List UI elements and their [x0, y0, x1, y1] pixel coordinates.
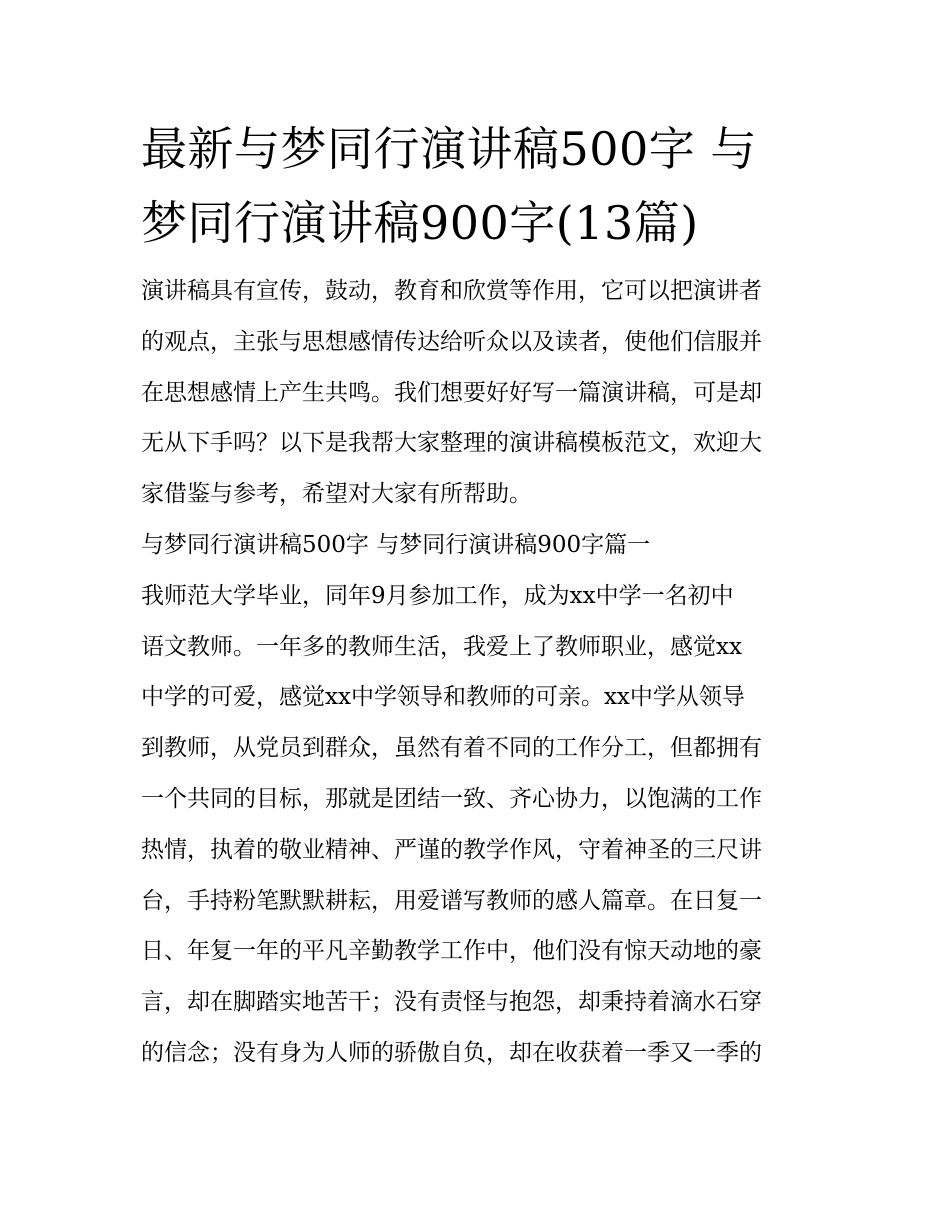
body-text-line: 语文教师。一年多的教师生活，我爱上了教师职业，感觉xx	[141, 633, 742, 660]
title-line: 最新与梦同行演讲稿500字 与	[141, 122, 757, 176]
body-text-line: 热情，执着的敬业精神、严谨的教学作风，守着神圣的三尺讲	[141, 836, 762, 863]
intro-text-line: 家借鉴与参考，希望对大家有所帮助。	[141, 481, 532, 508]
title-line: 梦同行演讲稿900字(13篇)	[141, 196, 699, 250]
intro-text-line: 的观点，主张与思想感情传达给听众以及读者，使他们信服并	[141, 328, 762, 355]
body-text-line: 的信念；没有身为人师的骄傲自负，却在收获着一季又一季的	[141, 1039, 762, 1066]
intro-text-line: 演讲稿具有宣传，鼓动，教育和欣赏等作用，它可以把演讲者	[141, 278, 762, 304]
body-text-line: 台，手持粉笔默默耕耘，用爱谱写教师的感人篇章。在日复一	[141, 887, 762, 914]
body-text-line: 言，却在脚踏实地苦干；没有责怪与抱怨，却秉持着滴水石穿	[141, 989, 762, 1016]
intro-text-line: 无从下手吗？以下是我帮大家整理的演讲稿模板范文，欢迎大	[141, 430, 762, 457]
document-title	[141, 112, 813, 260]
body-text-line: 日、年复一年的平凡辛勤教学工作中，他们没有惊天动地的豪	[141, 938, 762, 965]
document-body	[141, 266, 813, 1079]
body-text-line: 一个共同的目标，那就是团结一致、齐心协力，以饱满的工作	[141, 785, 762, 812]
body-text-line: 到教师，从党员到群众，虽然有着不同的工作分工，但都拥有	[141, 735, 762, 762]
intro-text-line: 在思想感情上产生共鸣。我们想要好好写一篇演讲稿，可是却	[141, 379, 762, 406]
body-text-line: 我师范大学毕业，同年9月参加工作，成为xx中学一名初中	[141, 582, 734, 609]
document-content	[141, 112, 813, 1079]
body-text-line: 中学的可爱，感觉xx中学领导和教师的可亲。xx中学从领导	[141, 684, 745, 711]
section-heading: 与梦同行演讲稿500字 与梦同行演讲稿900字篇一	[141, 531, 651, 558]
